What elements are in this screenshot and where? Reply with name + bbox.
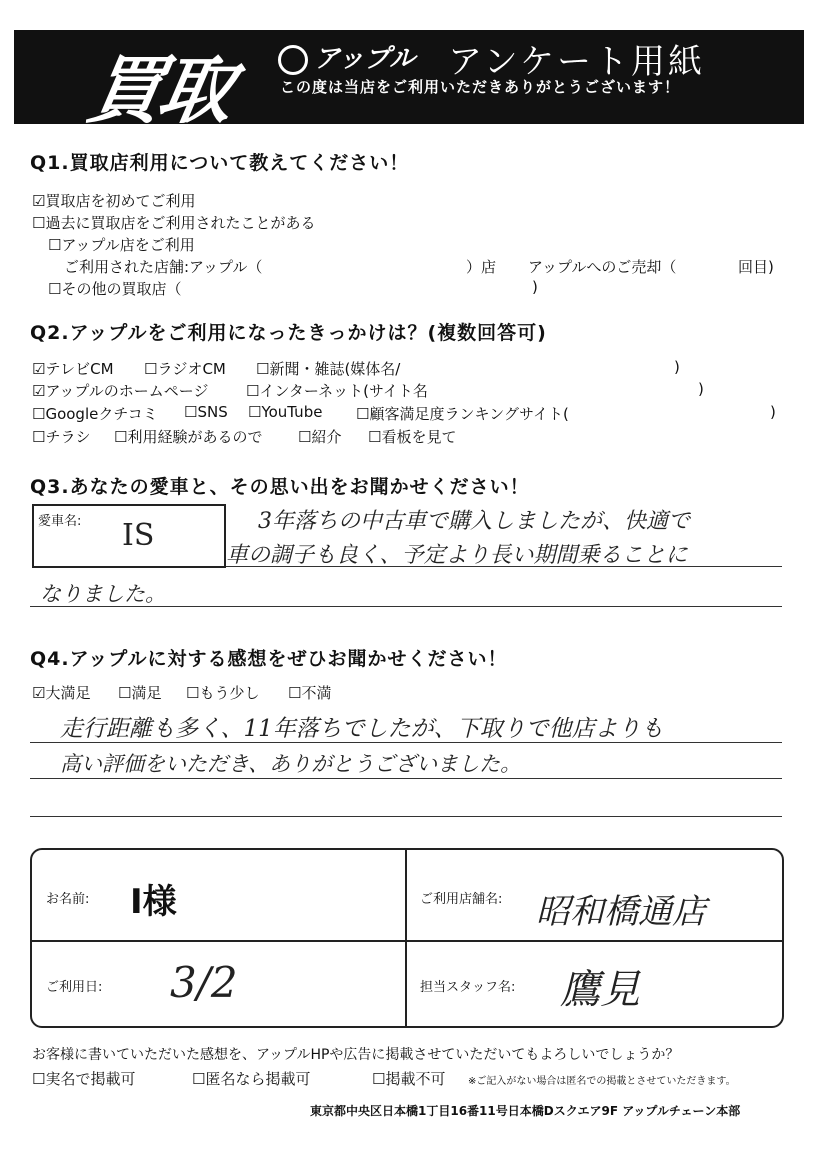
q2-option-homepage[interactable]: ☑アップルのホームページ <box>32 382 209 400</box>
q1-option-apple-store[interactable]: ☐アップル店をご利用 <box>48 236 195 254</box>
brand-logo <box>278 38 415 75</box>
q3-rule-2 <box>30 606 782 607</box>
main-title: 買取 <box>81 48 237 134</box>
q2-ranking-close: ) <box>770 403 776 421</box>
car-name-label: 愛車名: <box>38 514 82 529</box>
q4-option-very-satisfied[interactable]: ☑大満足 <box>32 684 91 702</box>
q2-option-sns[interactable]: ☐SNS <box>184 403 228 421</box>
date-label: ご利用日: <box>46 980 103 995</box>
q2-option-referral[interactable]: ☐紹介 <box>298 428 342 446</box>
q3-memory-line-2: 車の調子も良く、予定より長い期間乗ることに <box>226 543 688 568</box>
customer-info-table <box>30 848 784 1028</box>
q2-option-ranking[interactable]: ☐顧客満足度ランキングサイト( <box>356 405 569 423</box>
consent-note: ※ご記入がない場合は匿名での掲載とさせていただきます。 <box>468 1076 736 1087</box>
consent-question: お客様に書いていただいた感想を、アップルHPや広告に掲載させていただいてもよろしいでしょうか？ <box>32 1047 680 1063</box>
q2-title: Q2.アップルをご利用になったきっかけは？(複数回答可) <box>30 322 547 344</box>
q4-comment-line-2: 高い評価をいただき、ありがとうございました。 <box>60 752 522 776</box>
q4-option-little-more[interactable]: ☐もう少し <box>186 684 260 702</box>
q1-store-line: ご利用された店舗:アップル（ <box>64 258 263 276</box>
q2-option-experience[interactable]: ☐利用経験があるので <box>114 428 263 446</box>
q2-news-close: ) <box>674 358 680 376</box>
consent-real-name[interactable]: ☐実名で掲載可 <box>32 1070 136 1088</box>
q3-title: Q3.あなたの愛車と、その思い出をお聞かせください！ <box>30 476 530 498</box>
q2-option-flyer[interactable]: ☐チラシ <box>32 428 91 446</box>
q4-comment-line-1: 走行距離も多く、11年落ちでしたが、下取りで他店よりも <box>60 716 664 742</box>
survey-title: アンケート用紙 <box>448 42 705 82</box>
q3-memory-line-1: 3年落ちの中古車で購入しましたが、快適で <box>258 509 690 534</box>
q4-rule-3 <box>30 816 782 817</box>
q1-option-other-store[interactable]: ☐その他の買取店（ <box>48 280 182 298</box>
q1-other-close: ) <box>532 278 538 296</box>
name-value[interactable]: I様 <box>130 882 177 922</box>
q4-option-satisfied[interactable]: ☐満足 <box>118 684 162 702</box>
store-label: ご利用店舗名: <box>420 892 503 907</box>
q1-option-used-before[interactable]: ☐過去に買取店をご利用されたことがある <box>32 214 316 232</box>
q1-store-suffix: ）店 <box>466 258 497 276</box>
brand-name: アップル <box>314 44 416 74</box>
apple-logo-icon <box>278 45 308 75</box>
q1-option-first-time[interactable]: ☑買取店を初めてご利用 <box>32 192 196 210</box>
car-name-value: IS <box>122 518 155 553</box>
q2-option-newspaper[interactable]: ☐新聞・雑誌(媒体名/ <box>256 360 401 378</box>
staff-label: 担当スタッフ名: <box>420 980 516 995</box>
header-banner <box>14 30 804 134</box>
info-horizontal-divider <box>32 940 782 942</box>
q3-memory-line-3: なりました。 <box>40 582 166 606</box>
q1-title: Q1.買取店利用について教えてください！ <box>30 152 410 174</box>
footer-address: 東京都中央区日本橋1丁目16番11号日本橋Dスクエア9F アップルチェーン本部 <box>310 1104 741 1118</box>
q2-option-tv[interactable]: ☑テレビCM <box>32 360 114 378</box>
car-name-box[interactable] <box>32 504 226 568</box>
q4-option-dissatisfied[interactable]: ☐不満 <box>288 684 332 702</box>
q4-rule-2 <box>30 778 782 779</box>
staff-value[interactable]: 鷹見 <box>560 967 640 1013</box>
q2-option-youtube[interactable]: ☐YouTube <box>248 403 323 421</box>
q2-internet-close: ) <box>698 380 704 398</box>
q2-option-radio[interactable]: ☐ラジオCM <box>144 360 226 378</box>
consent-anonymous[interactable]: ☐匿名なら掲載可 <box>192 1070 311 1088</box>
consent-no-post[interactable]: ☐掲載不可 <box>372 1070 446 1088</box>
q4-rule-1 <box>30 742 782 743</box>
q4-title: Q4.アップルに対する感想をぜひお聞かせください！ <box>30 648 508 670</box>
store-value[interactable]: 昭和橋通店 <box>536 892 706 932</box>
q2-option-signboard[interactable]: ☐看板を見て <box>368 428 457 446</box>
q2-option-google[interactable]: ☐Googleクチコミ <box>32 405 158 423</box>
q1-sold-line: アップルへのご売却（ <box>528 258 677 276</box>
q1-sold-suffix: 回目) <box>738 258 774 276</box>
thanks-message: この度は当店をご利用いただきありがとうございます！ <box>280 78 681 96</box>
q2-option-internet[interactable]: ☐インターネット(サイト名 <box>246 382 428 400</box>
date-value[interactable]: 3/2 <box>170 958 238 1007</box>
info-vertical-divider <box>405 850 407 1026</box>
name-label: お名前: <box>46 892 90 907</box>
